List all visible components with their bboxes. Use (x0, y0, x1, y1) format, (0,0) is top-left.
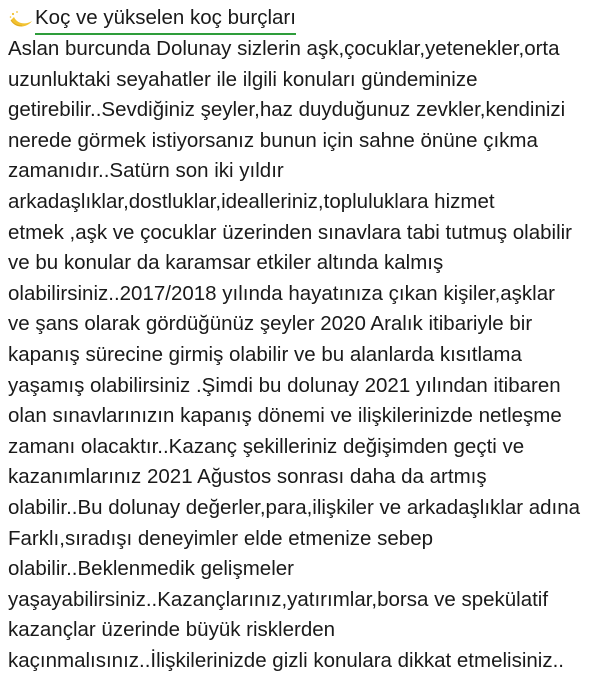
body-line: ve şans olarak gördüğünüz şeyler 2020 Aralık itibariyle bir (8, 312, 533, 336)
post-body (8, 34, 597, 676)
title-row (8, 4, 597, 34)
body-line: olabilir..Beklenmedik gelişmeler (8, 557, 294, 581)
body-line: olabilir..Bu dolunay değerler,para,ilişkiler ve arkadaşlıklar adına (8, 495, 581, 519)
body-line: olan sınavlarınızın kapanış dönemi ve ilişkilerinizde netleşme (8, 404, 562, 428)
body-line: yaşayabilirsiniz..Kazançlarınız,yatırımlar,borsa ve spekülatif (8, 587, 549, 611)
body-line: Aslan burcunda Dolunay sizlerin aşk,çocuklar,yetenekler,orta (8, 37, 560, 60)
body-line: olabilirsiniz..2017/2018 yılında hayatınıza çıkan kişiler,aşklar (8, 281, 555, 305)
body-line: kazanımlarınız 2021 Ağustos sonrası daha da artmış (8, 465, 487, 489)
body-line: kaçınmalısınız..İlişkilerinizde gizli konulara dikkat etmelisiniz.. (8, 648, 564, 672)
body-line: ve bu konular da karamsar etkiler altında kalmış (8, 251, 444, 275)
body-line: uzunluktaki seyahatler ile ilgili konuları gündeminize (8, 67, 478, 91)
body-line: zamanıdır..Satürn son iki yıldır (8, 159, 284, 183)
body-line: arkadaşlıklar,dostluklar,idealleriniz,topluluklara hizmet (8, 189, 495, 213)
body-line: zamanı olacaktır..Kazanç şekilleriniz değişimden geçti ve (8, 434, 525, 458)
crescent-moon-icon (8, 8, 34, 30)
post-title: Koç ve yükselen koç burçları (35, 3, 296, 35)
body-line: getirebilir..Sevdiğiniz şeyler,haz duyduğunuz zevkler,kendinizi (8, 98, 566, 122)
body-line: etmek ,aşk ve çocuklar üzerinden sınavlara tabi tutmuş olabilir (8, 220, 573, 244)
body-line: kazançlar üzerinde büyük risklerden (8, 618, 336, 642)
body-line: Farklı,sıradışı deneyimler elde etmenize sebep (8, 526, 434, 550)
body-line: yaşamış olabilirsiniz .Şimdi bu dolunay 2021 yılından itibaren (8, 373, 561, 397)
body-line: nerede görmek istiyorsanız bunun için sahne önüne çıkma (8, 128, 538, 152)
body-line: kapanış sürecine girmiş olabilir ve bu alanlarda kısıtlama (8, 342, 522, 366)
